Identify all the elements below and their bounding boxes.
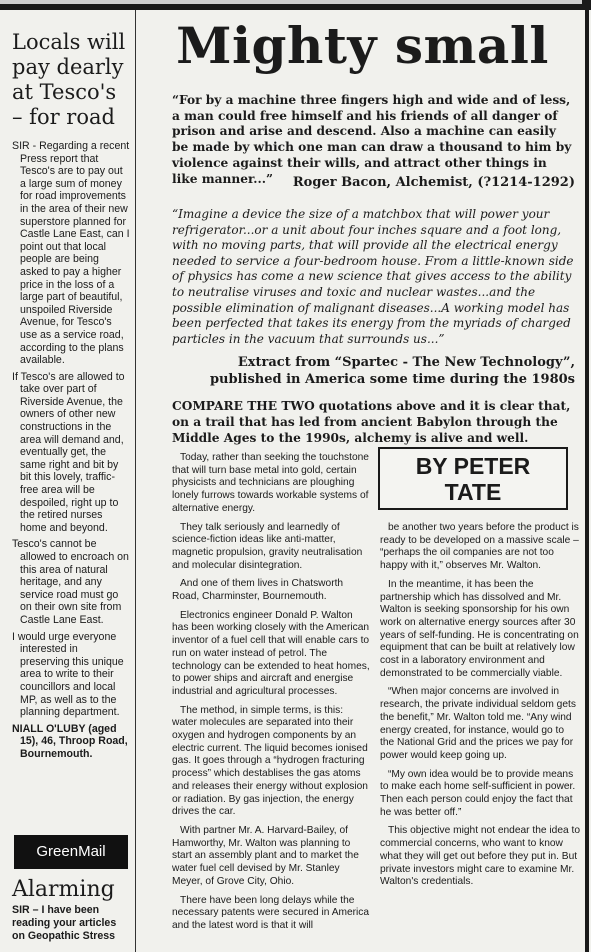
spartec-quote: “Imagine a device the size of a matchbox that will power your refrigerator...or a unit about four inches square and a foot long, with no moving parts, that will provide all the electrical energy needed to service a four-bedroom house. From a little-known side of physics has come a new science that gives access to the ability to neutralise viruses and toxic and nuclear wastes...and the possible elimination of malignant diseases...A working model has been perfected that takes its energy from the myriads of charged particles in the vacuum that surrounds us...” [172,207,574,346]
top-border [0,0,591,10]
top-border-inner [0,0,582,4]
letter-paragraph: SIR - Regarding a recent Press report that Tesco's are to pay out a large sum of money for road improvements in the area of their new superstore planned for Castle Lane East, can I point out that local people are being asked to pay a higher price in the loss of a large part of beautiful, unspoiled Riverside Avenue, for Tesco's use as a service road, according to the plans available. [12,140,130,367]
article-paragraph: “My own idea would be to provide means to make each home self-sufficient in power. Then each person could enjoy the fact that he was better off.” [380,768,576,818]
byline-box [378,447,568,510]
alarming-text: SIR – I have been reading your articles on Geopathic Stress [12,904,117,942]
article-lead: COMPARE THE TWO quotations above and it is clear that, on a trail that has led from ancient Babylon through the Middle Ages to the 1990s, alchemy is alive and well. [172,399,571,445]
article-paragraph: This objective might not endear the idea to commercial concerns, who want to know what they will get out before they put in. But private investors might care to examine Mr. Walton's credentials. [380,825,580,888]
article-column-1 [172,452,370,939]
article-paragraph: be another two years before the product is ready to be developed on a massive scale – “perhaps the oil companies are not too happy with it,” observes Mr. Walton. [380,522,579,572]
article-column-2 [380,522,580,895]
byline-line-2: TATE [444,479,502,505]
bacon-attribution: Roger Bacon, Alchemist, (?1214-1292) [292,175,575,190]
greenmail-banner: GreenMail [14,835,128,869]
alarming-title: Alarming [12,877,115,902]
letter-column [12,30,130,761]
article-paragraph: They talk seriously and learnedly of science-fiction ideas like anti-matter, magnetic propulsion, gravity neutralisation and molecular disintegration. [172,521,363,571]
column-rule [135,10,136,952]
spartec-attribution: Extract from “Spartec - The New Technology”, published in America some time during the 1980s [209,355,575,387]
article-paragraph: With partner Mr. A. Harvard-Bailey, of Hamworthy, Mr. Walton was planning to start an assembly plant and to market the water fuel cell devised by Mr. Stanley Meyer, of Grove City, Ohio. [172,824,359,887]
article-headline: Mighty small [176,16,549,75]
article-paragraph: Electronics engineer Donald P. Walton has been working closely with the American inventor of a fuel cell that will enable cars to run on water instead of petrol. The technology can be extended to heat homes, to power ships and aircraft and energise industrial and agricultural processes. [172,609,370,697]
article-paragraph: The method, in simple terms, is this: water molecules are separated into their oxygen and hydrogen components by an electric current. The liquid becomes ionised gas. It goes through a “hydrogen fracturing process” which destablises the gas atoms and releases their energy without explosion or radiation. By gas injection, the energy drives the car. [172,704,368,818]
byline-line-1: BY PETER [415,453,531,479]
letter-title: Locals will pay dearly at Tesco's – for road [12,30,126,129]
article-paragraph: “When major concerns are involved in research, the private individual seldom gets the benefit,” Mr. Walton told me. “Any wind energy created, for instance, would go to the National Grid and the prices we pay for power would keep going up. [380,686,576,761]
article-paragraph: Today, rather than seeking the touchstone that will turn base metal into gold, certain physicists and technicians are ploughing lonely furrows towards workable systems of alternative energy. [172,452,369,514]
bacon-quote: “For by a machine three fingers high and wide and of less, a man could free himself and his friends of all danger of prison and arise and descend. Also a machine can easily be made by which one man can draw a thousand to him by violence against their wills, and attract other things in like manner...” [172,93,572,186]
letter-signature: NIALL O'LUBY (aged 15), 46, Throop Road, Bournemouth. [12,722,128,760]
letter-paragraph: I would urge everyone interested in preserving this unique area to write to their councillors and local MP, as well as to the planning department. [12,630,124,719]
article-paragraph: In the meantime, it has been the partnership which has dissolved and Mr. Walton is seeking sponsorship for his own work on alternative energy sources after 30 years of self-funding. He is concentrating on equipment that can be built at relatively low cost in a laboratory environment and demonstrated to be commercially viable. [380,578,579,679]
letter-paragraph: Tesco's cannot be allowed to encroach on this area of natural heritage, and any service road must go on their own site from Castle Lane East. [12,538,129,626]
article-paragraph: There have been long delays while the necessary patents were secured in America and the latest word is that it will [172,894,370,931]
letter-paragraph: If Tesco's are allowed to take over part of Riverside Avenue, the owners of other new constructions in the area will demand and, eventually get, the same right and bit by bit this lovely, traffic-free area will be despoiled, right up to the retired nurses home and beyond. [12,370,125,534]
article-paragraph: And one of them lives in Chatsworth Road, Charminster, Bournemouth. [172,578,344,603]
right-border [585,0,589,952]
